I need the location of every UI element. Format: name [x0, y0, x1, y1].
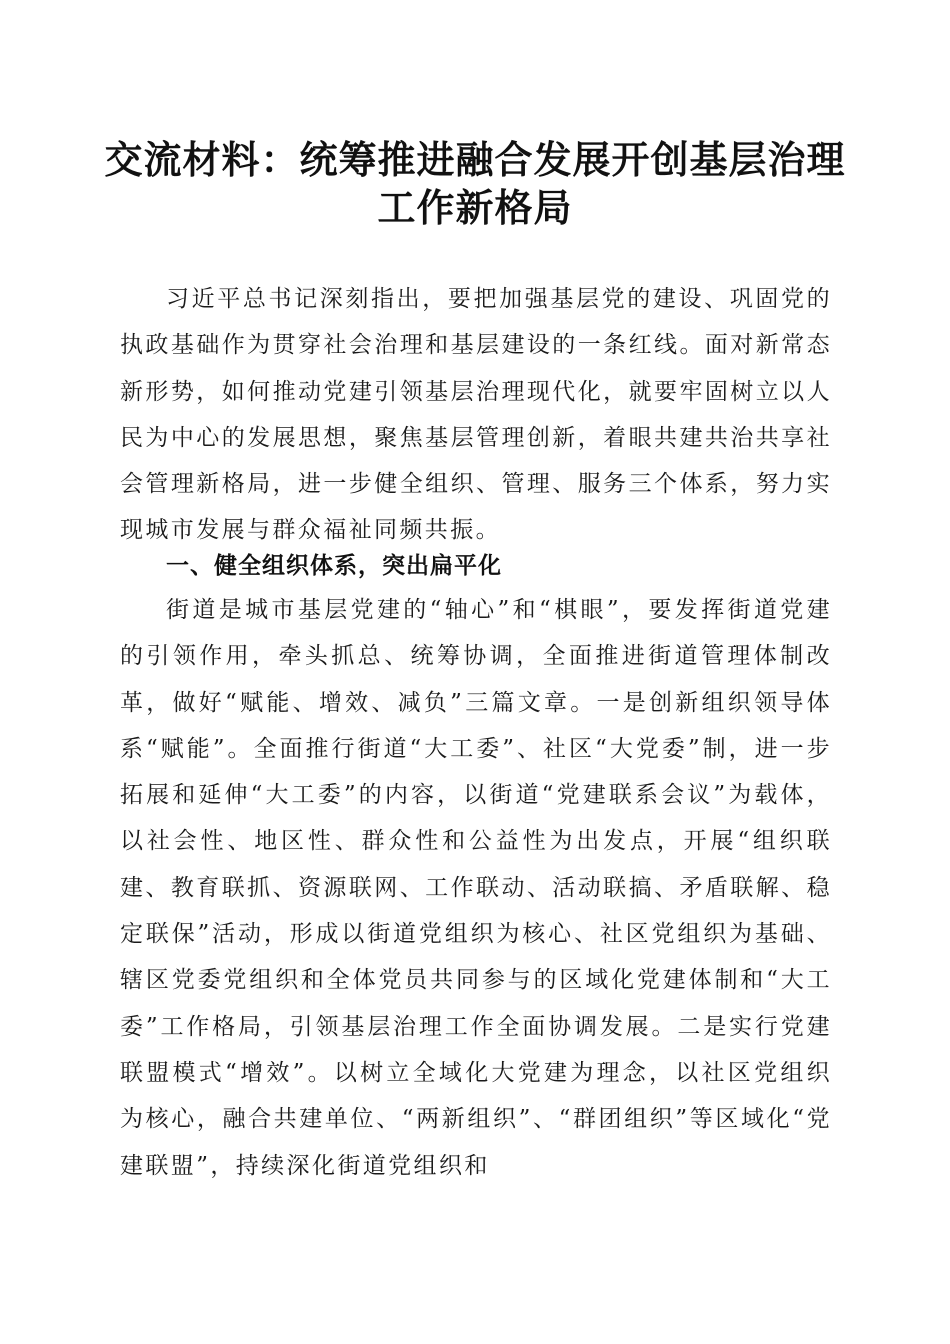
section-heading: 一、健全组织体系，突出扁平化	[166, 553, 502, 579]
section-paragraph: 街道是城市基层党建的“轴心”和“棋眼”，要发挥街道党建的引领作用，牵头抓总、统筹协调，全面推进街道管理体制改革，做好“赋能、增效、减负”三篇文章。一是创新组织领导体系“赋能”。全面推行街道“大工委”、社区“大党委”制，进一步拓展和延伸“大工委”的内容，以街道“党建联系会议”为载体，以社会性、地区性、群众性和公益性为出发点，开展“组织联建、教育联抓、资源联网、工作联动、活动联搞、矛盾联解、稳定联保”活动，形成以街道党组织为核心、社区党组织为基础、辖区党委党组织和全体党员共同参与的区域化党建体制和“大工委”工作格局，引领基层治理工作全面协调发展。二是实行党建联盟模式“增效”。以树立全域化大党建为理念，以社区党组织为核心，融合共建单位、“两新组织”、“群团组织”等区域化“党建联盟”，持续深化街道党组织和	[120, 597, 832, 1179]
intro-paragraph: 习近平总书记深刻指出，要把加强基层党的建设、巩固党的执政基础作为贯穿社会治理和基层建设的一条红线。面对新常态新形势，如何推动党建引领基层治理现代化，就要牢固树立以人民为中心的发展思想，聚焦基层管理创新，着眼共建共治共享社会管理新格局，进一步健全组织、管理、服务三个体系，努力实现城市发展与群众福祉同频共振。	[120, 286, 832, 544]
document-title: 交流材料：统筹推进融合发展开创基层治理工作新格局	[104, 137, 846, 230]
